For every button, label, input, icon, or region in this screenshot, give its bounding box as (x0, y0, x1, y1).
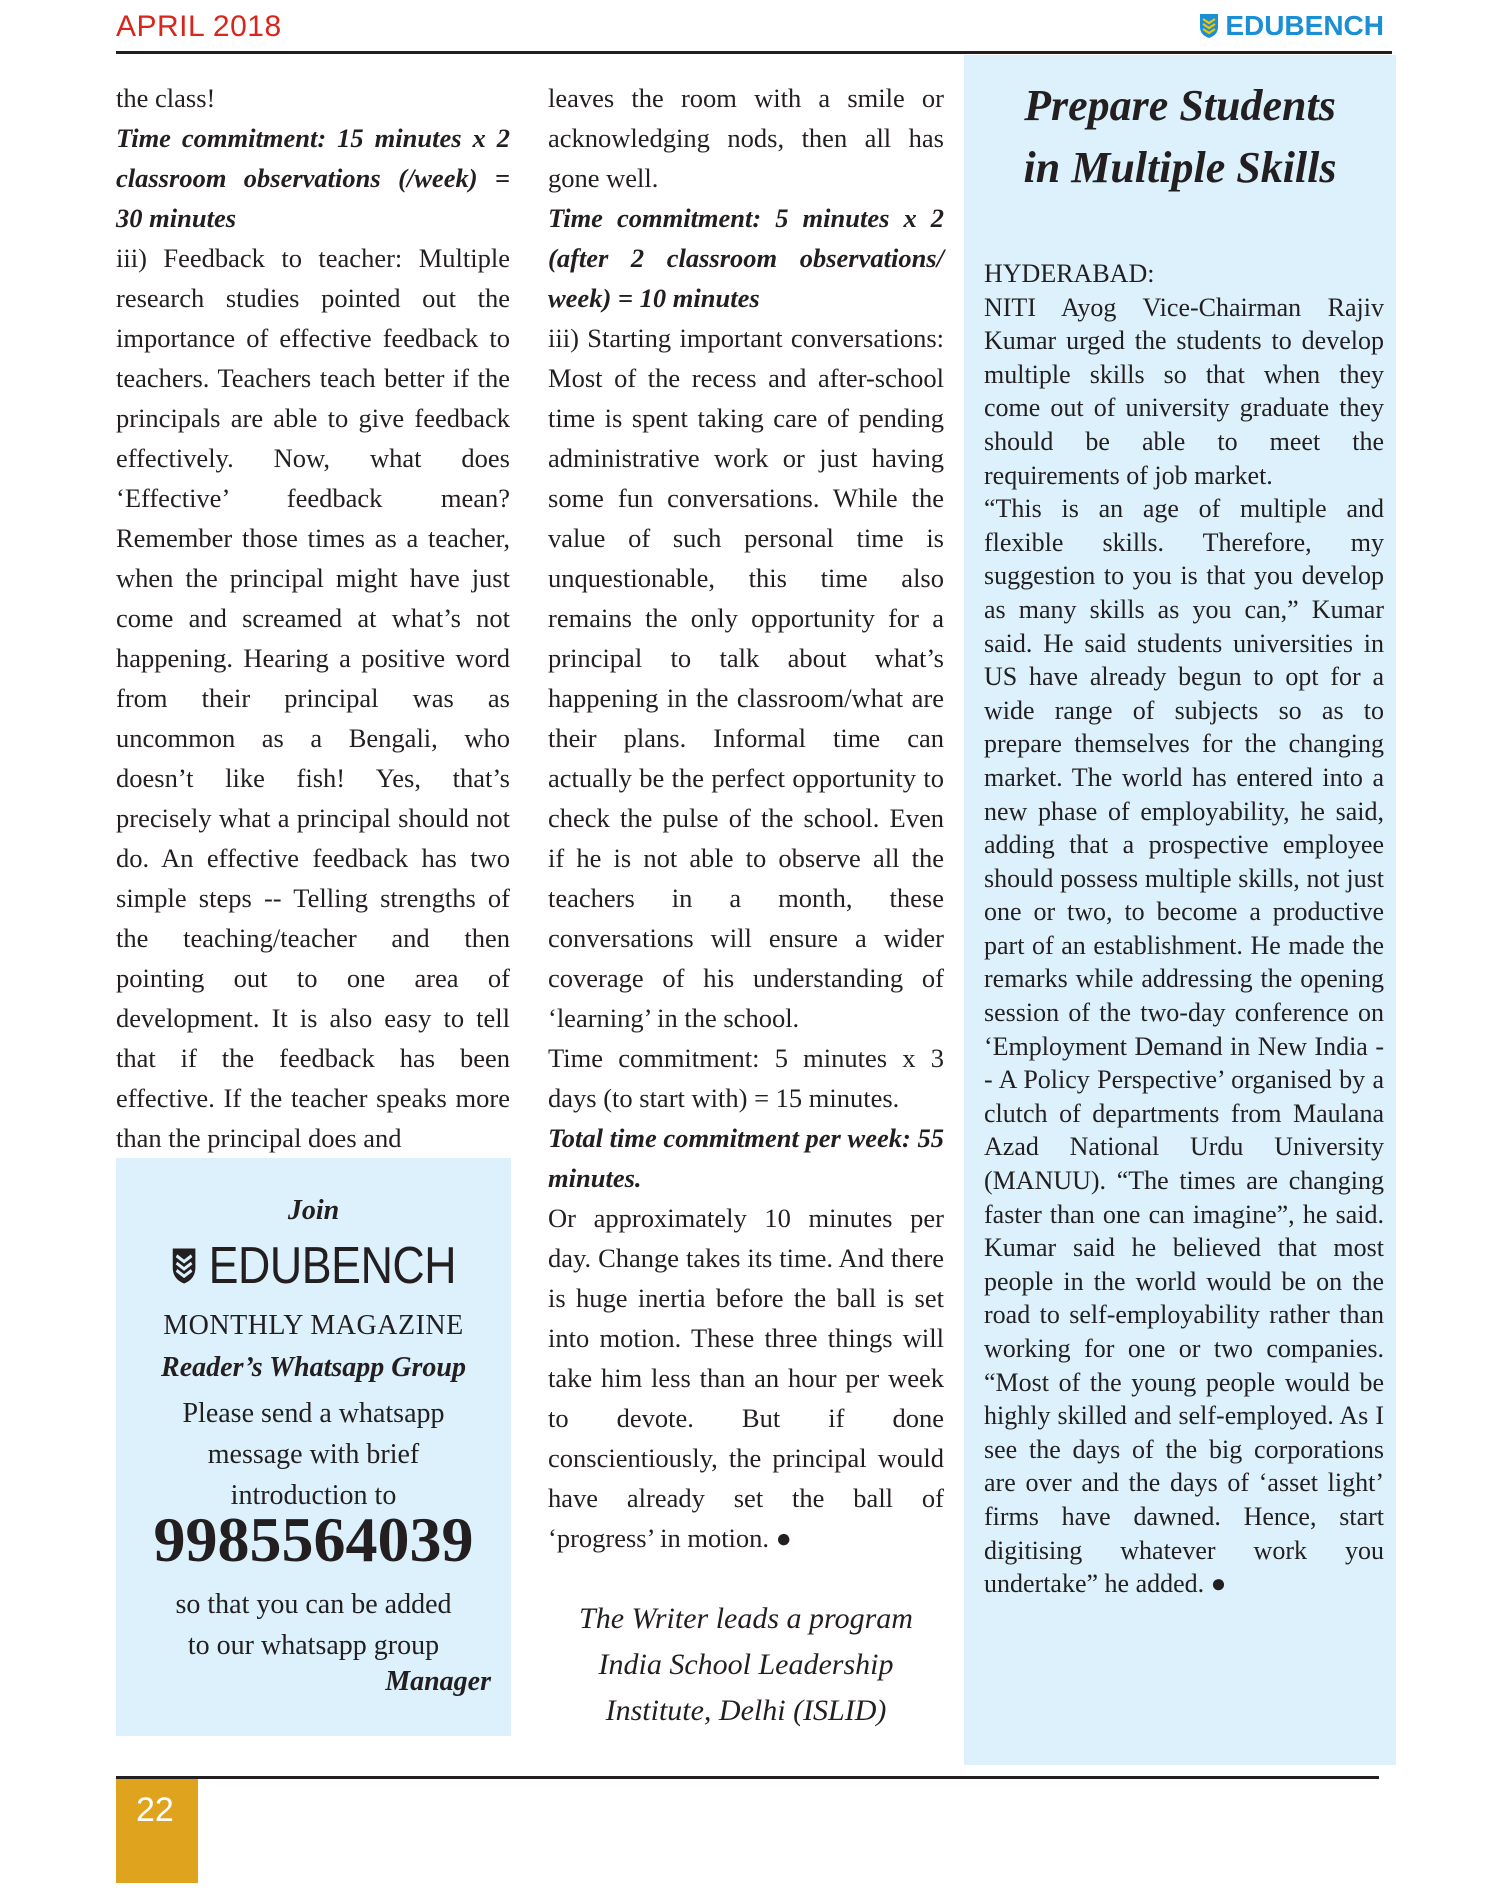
paragraph: Or approximately 10 minutes per day. Change takes its time. And there is huge inertia before the ball is set into motion. These three things will take him less than an hour per week to devote. But if done conscientiously, the principal would have already set the ball of ‘progress’ in motion. ● (548, 1203, 944, 1553)
paragraph: leaves the room with a smile or acknowledging nods, then all has gone well. (548, 83, 944, 193)
headline-line: Prepare Students (1024, 81, 1336, 130)
brand-name: EDUBENCH (1225, 10, 1384, 41)
promo-added-line: so that you can be added (175, 1589, 452, 1620)
sidebar-body (984, 257, 1384, 1601)
whatsapp-promo-box (116, 1158, 511, 1736)
promo-brand-name: EDUBENCH (208, 1237, 457, 1295)
page-number-box (116, 1779, 198, 1883)
promo-group: Reader’s Whatsapp Group (161, 1352, 466, 1383)
sidebar-article (964, 55, 1396, 1765)
brand-logo (1199, 10, 1384, 42)
time-commitment-note: Time commitment: 5 minutes x 2 (after 2 classroom observations/ week) = 10 minutes (548, 203, 944, 313)
footer-divider (116, 1776, 1379, 1779)
total-time-commitment: Total time commitment per week: 55 minutes. (548, 1123, 944, 1193)
promo-message-line: introduction to (230, 1480, 397, 1511)
promo-message-line: message with brief (207, 1439, 420, 1470)
headline-line: in Multiple Skills (1023, 143, 1337, 192)
dateline: HYDERABAD: (984, 259, 1155, 288)
promo-message (116, 1393, 511, 1516)
time-commitment-note: Time commitment: 15 minutes x 2 classroom observations (/week) = 30 minutes (116, 123, 510, 233)
article-column-2 (548, 78, 944, 1558)
edubench-shield-icon (1199, 13, 1219, 39)
writer-credit-line: Institute, Delhi (ISLID) (605, 1694, 887, 1727)
paragraph: the class! (116, 83, 216, 113)
paragraph: NITI Ayog Vice-Chairman Rajiv Kumar urged the students to develop multiple skills so that when they come out of university graduate they should be able to meet the requirements of job market. (984, 292, 1384, 490)
promo-message-line: Please send a whatsapp (182, 1398, 445, 1429)
paragraph: “This is an age of multiple and flexible skills. Therefore, my suggestion to you is that you develop as many skills as you can,” Kumar said. He said students universities in US have already begun to opt for a wide range of subjects so as to prepare themselves for the changing market. The world has entered into a new phase of employability, he said, adding that a prospective employee should possess multiple skills, not just one or two, to become a productive part of an establishment. He made the remarks while addressing the opening session of the two-day conference on ‘Employment Demand in New India -- A Policy Perspective’ organised by a clutch of departments from Maulana Azad National Urdu University (MANUU). “The times are changing faster than one can imagine”, he said. Kumar said he believed that most people in the world would be on the road to self-employability rather than working for one or two companies. “Most of the young people would be highly skilled and self-employed. As I see the days of the big corporations are over and the days of ‘asset light’ firms have dawned. Hence, start digitising whatever work you undertake” he added. ● (984, 494, 1384, 1599)
promo-added-note (116, 1584, 511, 1666)
paragraph: iii) Starting important conversations: Most of the recess and after-school time is spent taking care of pending administrative work or just having some fun conversations. While the value of such personal time is unquestionable, this time also remains the only opportunity for a principal to talk about what’s happening in the classroom/what are their plans. Informal time can actually be the perfect opportunity to check the pulse of the school. Even if he is not able to observe all the teachers in a month, these conversations will ensure a wider coverage of his understanding of ‘learning’ in the school. (548, 323, 944, 1033)
paragraph: iii) Feedback to teacher: Multiple research studies pointed out the importance of effective feedback to teachers. Teachers teach better if the principals are able to give feedback effectively. Now, what does ‘Effective’ feedback mean? Remember those times as a teacher, when the principal might have just come and screamed at what’s not happening. Hearing a positive word from their principal was as uncommon as a Bengali, who doesn’t like fish! Yes, that’s precisely what a principal should not do. An effective feedback has two simple steps -- Telling strengths of the teaching/teacher and then pointing out to one area of development. It is also easy to tell that if the feedback has been effective. If the teacher speaks more than the principal does and (116, 243, 510, 1153)
promo-logo (144, 1236, 484, 1296)
issue-date: APRIL 2018 (116, 10, 282, 43)
sidebar-headline (964, 75, 1396, 199)
edubench-shield-icon (171, 1247, 197, 1285)
writer-credit-line: The Writer leads a program (579, 1602, 913, 1635)
paragraph: Time commitment: 5 minutes x 3 days (to start with) = 15 minutes. (548, 1043, 944, 1113)
page-number: 22 (136, 1791, 174, 1829)
promo-signature: Manager (385, 1666, 491, 1697)
promo-magazine: MONTHLY MAGAZINE (163, 1310, 464, 1341)
whatsapp-phone-number: 9985564039 (153, 1504, 474, 1575)
header-divider (116, 51, 1392, 54)
article-column-1 (116, 78, 510, 1158)
writer-credit (548, 1596, 944, 1734)
promo-join: Join (287, 1195, 340, 1226)
writer-credit-line: India School Leadership (598, 1648, 894, 1681)
promo-added-line: to our whatsapp group (187, 1630, 440, 1661)
